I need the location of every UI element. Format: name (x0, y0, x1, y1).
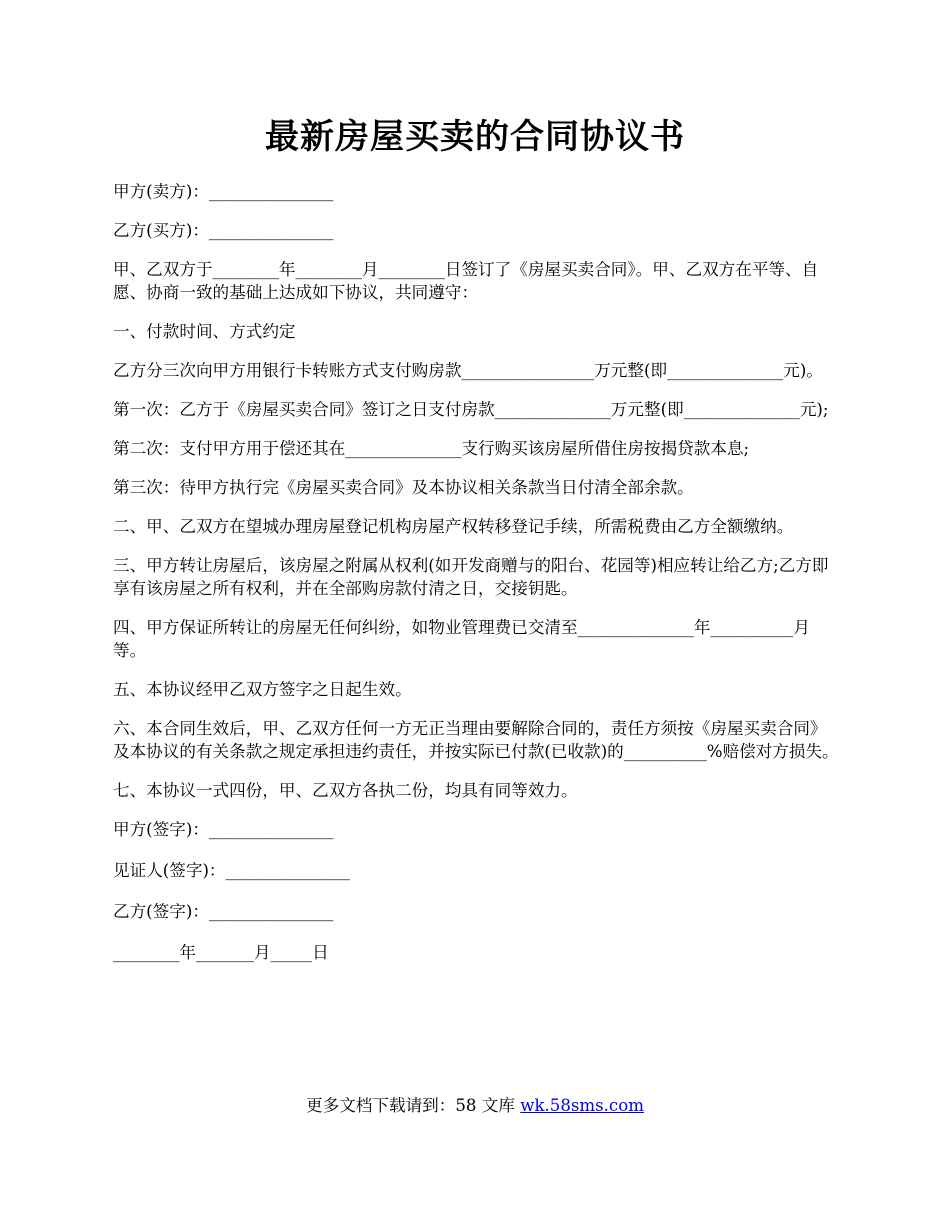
buyer-line: 乙方(买方)：_______________ (113, 221, 334, 240)
clause-six: 六、本合同生效后，甲、乙双方任何一方无正当理由要解除合同的，责任方须按《房屋买卖合同》及本协议的有关条款之规定承担违约责任，并按实际已付款(已收款)的__________%赔偿对方损失。 (113, 719, 839, 761)
seller-line: 甲方(卖方)：_______________ (113, 182, 334, 201)
clause-five: 五、本协议经甲乙双方签字之日起生效。 (113, 680, 412, 699)
clause-three: 三、甲方转让房屋后，该房屋之附属从权利(如开发商赠与的阳台、花园等)相应转让给乙方;乙方即享有该房屋之所有权利，并在全部购房款付清之日，交接钥匙。 (113, 556, 829, 598)
document-title: 最新房屋买卖的合同协议书 (265, 117, 685, 157)
first-payment-paragraph: 第一次：乙方于《房屋买卖合同》签订之日支付房款______________万元整(即______________元); (113, 400, 829, 419)
party-b-signature-line: 乙方(签字)：_______________ (113, 902, 334, 921)
third-payment-paragraph: 第三次：待甲方执行完《房屋买卖合同》及本协议相关条款当日付清全部余款。 (113, 478, 694, 497)
footer-prefix: 更多文档下载请到：58 文库 (306, 1096, 521, 1115)
date-line: ________年_______月_____日 (113, 943, 329, 962)
contract-body (113, 180, 840, 982)
payment-method-paragraph: 乙方分三次向甲方用银行卡转账方式支付购房款________________万元整(即______________元)。 (113, 361, 823, 380)
second-payment-paragraph: 第二次：支付甲方用于偿还其在______________支行购买该房屋所借住房按揭贷款本息; (113, 439, 750, 458)
clause-seven: 七、本协议一式四份，甲、乙双方各执二份，均具有同等效力。 (113, 781, 578, 800)
witness-signature-line: 见证人(签字)：_______________ (113, 861, 350, 880)
clause-four: 四、甲方保证所转让的房屋无任何纠纷，如物业管理费已交清至______________年__________月等。 (113, 618, 810, 660)
party-a-signature-line: 甲方(签字)：_______________ (113, 820, 334, 839)
section-heading-payment: 一、付款时间、方式约定 (113, 322, 296, 341)
clause-two: 二、甲、乙双方在望城办理房屋登记机构房屋产权转移登记手续，所需税费由乙方全额缴纳。 (113, 517, 794, 536)
footer (0, 1094, 950, 1117)
intro-paragraph: 甲、乙双方于________年________月________日签订了《房屋买卖合同》。甲、乙双方在平等、自愿、协商一致的基础上达成如下协议，共同遵守： (113, 260, 819, 302)
footer-link[interactable]: wk.58sms.com (520, 1096, 644, 1115)
